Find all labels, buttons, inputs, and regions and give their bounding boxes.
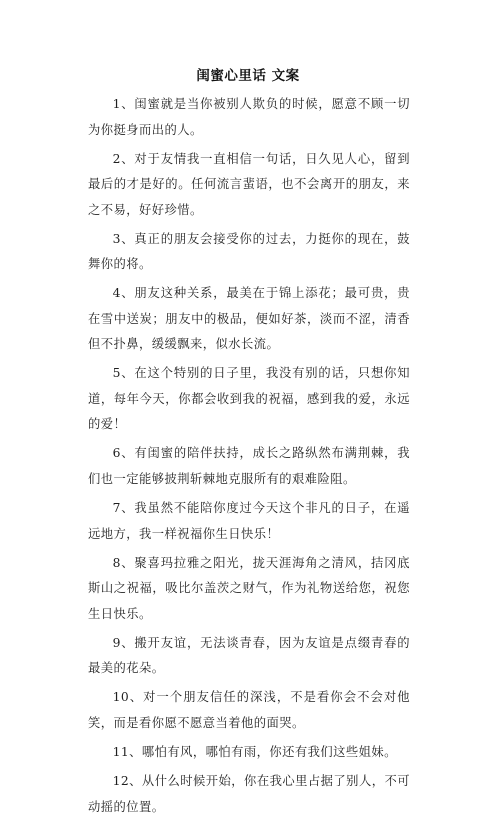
paragraph-10: 10、对一个朋友信任的深浅，不是看你会不会对他笑，而是看你愿不愿意当着他的面哭。 [88,690,410,730]
paragraph-2: 2、对于友情我一直相信一句话，日久见人心，留到最后的才是好的。任何流言蜚语，也不会离开的朋友，来之不易，好好珍惜。 [88,151,410,217]
paragraph-1: 1、闺蜜就是当你被别人欺负的时候，愿意不顾一切为你挺身而出的人。 [88,97,410,137]
paragraph-3: 3、真正的朋友会接受你的过去，力挺你的现在，鼓舞你的将。 [88,231,410,272]
paragraph-7: 7、我虽然不能陪你度过今天这个非凡的日子，在遥远地方，我一样祝福你生日快乐！ [88,501,410,541]
paragraph-5: 5、在这个特别的日子里，我没有别的话，只想你知道，每年今天，你都会收到我的祝福，感到我的爱，永远的爱！ [88,366,410,432]
paragraph-6: 6、有闺蜜的陪伴扶持，成长之路纵然布满荆棘，我们也一定能够披荆斩棘地克服所有的艰难险阻。 [88,446,410,486]
document-body [88,92,410,824]
paragraph-8: 8、聚喜玛拉雅之阳光，拢天涯海角之清风，拮冈底斯山之祝福，吸比尔盖茨之财气，作为礼物送给您，祝您生日快乐。 [88,555,410,621]
paragraph-12: 12、从什么时候开始，你在我心里占据了别人，不可动摇的位置。 [88,774,410,814]
paragraph-4: 4、朋友这种关系，最美在于锦上添花；最可贵，贵在雪中送炭；朋友中的极品，便如好茶，淡而不涩，清香但不扑鼻，缓缓飘来，似水长流。 [88,286,410,352]
document-title: 闺蜜心里话 文案 [196,68,300,84]
paragraph-9: 9、搬开友谊，无法谈青春，因为友谊是点缀青春的最美的花朵。 [88,635,410,676]
paragraph-11: 11、哪怕有风，哪怕有雨，你还有我们这些姐妹。 [112,744,397,759]
